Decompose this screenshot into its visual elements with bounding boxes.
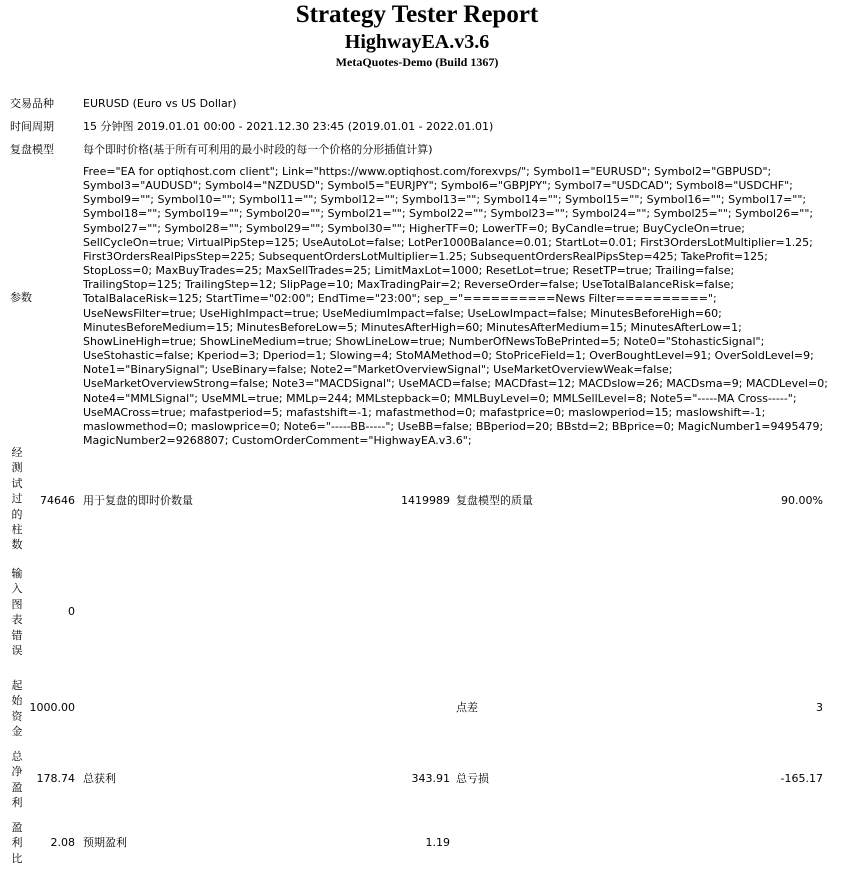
deposit-label: 起始资金	[11, 679, 23, 739]
spread-label: 点差	[456, 701, 478, 714]
gross-loss-label: 总亏损	[456, 772, 489, 785]
spread-value: 3	[816, 701, 823, 714]
net-profit-value: 178.74	[36, 772, 75, 785]
profit-factor-label: 盈利比	[11, 821, 23, 865]
deposit-value: 1000.00	[29, 701, 75, 714]
ticks-value: 1419989	[401, 494, 450, 507]
bars-value: 74646	[40, 494, 75, 507]
bars-label: 经测试过的柱数	[11, 446, 23, 552]
ea-name: HighwayEA.v3.6	[344, 31, 490, 53]
expected-payoff-value: 1.19	[425, 836, 450, 849]
errors-value: 0	[68, 605, 75, 618]
params-value: Free="EA for optiqhost.com client"; Link="https://www.optiqhost.com/forexvps/"; Symbol1="EURUSD"; Symbol2="GBPUSD"; Symbol3="AUDUSD"; Symbol4="NZDUSD"; Symbol5="EURJPY"; Symbol6="GBPJPY"; Symbol7="USDCAD"; Symbol8="USDCHF"; Symbol9=""; Symbol10=""; Symbol11=""; Symbol12=""; Symbol13=""; Symbol14=""; Symbol15=""; Symbol16=""; Symbol17=""; Symbol18=""; Symbol19=""; Symbol20=""; Symbol21=""; Symbol22=""; Symbol23=""; Symbol24=""; Symbol25=""; Symbol26=""; Symbol27=""; Symbol28=""; Symbol29=""; Symbol30=""; HigherTF=0; LowerTF=0; ByCandle=true; BuyCycleOn=true; SellCycleOn=true; VirtualPipStep=125; UseAutoLot=false; LotPer1000Balance=0.01; StartLot=0.01; First3OrdersLotMultiplier=1.25; First3OrdersRealPipsStep=225; SubsequentOrdersLotMultiplier=1.25; SubsequentOrdersRealPipsStep=425; TakeProfit=125; StopLoss=0; MaxBuyTrades=25; MaxSellTrades=25; LimitMaxLot=1000; ResetLot=true; ResetTP=true; Trailing=false; TrailingStop=125; TrailingStep=12; SlipPage=10; MaxTradingPair=2; ReverseOrder=false; UseTotalBalanceRisk=false; TotalBalaceRisk=125; StartTime="02:00"; EndTime="23:00"; sep_="==========News Filter=========="; UseNewsFilter=true; UseHighImpact=true; UseMediumImpact=false; UseLowImpact=false; MinutesBeforeHigh=60; MinutesBeforeMedium=15; MinutesBeforeLow=5; MinutesAfterHigh=60; MinutesAfterMedium=15; MinutesAfterLow=1; ShowLineHigh=true; ShowLineMedium=true; ShowLineLow=true; NumberOfNewsToBePrinted=5; Note0="StohasticSignal"; UseStohastic=false; Kperiod=3; Dperiod=1; Slowing=4; StoMAMethod=0; StoPriceField=1; OverBoughtLevel=91; OverSoldLevel=9; Note1="BinarySignal"; UseBinary=false; Note2="MarketOverviewSignal"; UseMarketOverviewWeak=false; UseMarketOverviewStrong=false; Note3="MACDSignal"; UseMACD=false; MACDfast=12; MACDslow=26; MACDsma=9; MACDLevel=0; Note4="MMLSignal"; UseMML=true; MMLp=244; MMLstepback=0; MMLBuyLevel=0; MMLSellLevel=8; Note5="-----MA Cross-----"; UseMACross=true; mafastperiod=5; mafastshift=-1; mafastmethod=0; mafastprice=0; maslowperiod=15; maslowshift=-1; maslowmethod=0; maslowprice=0; Note6="-----BB-----"; UseBB=false; BBperiod=20; BBstd=2; BBprice=0; MagicNumber1=9495479; MagicNumber2=9268807; CustomOrderComment="HighwayEA.v3.6";	[83, 165, 828, 447]
period-value: 15 分钟图 2019.01.01 00:00 - 2021.12.30 23:45 (2019.01.01 - 2022.01.01)	[83, 120, 494, 133]
gross-profit-value: 343.91	[411, 772, 450, 785]
expected-payoff-label: 预期盈利	[83, 836, 127, 849]
params-label: 参数	[10, 291, 32, 304]
quality-value: 90.00%	[781, 494, 823, 507]
symbol-label: 交易品种	[10, 97, 54, 110]
gross-loss-value: -165.17	[780, 772, 823, 785]
quality-label: 复盘模型的质量	[456, 494, 533, 507]
net-profit-label: 总净盈利	[11, 750, 23, 810]
profit-factor-value: 2.08	[50, 836, 75, 849]
report-title: Strategy Tester Report	[295, 1, 539, 28]
server-build: MetaQuotes-Demo (Build 1367)	[335, 55, 499, 69]
model-label: 复盘模型	[10, 143, 54, 156]
symbol-value: EURUSD (Euro vs US Dollar)	[83, 97, 237, 110]
model-value: 每个即时价格(基于所有可利用的最小时段的每一个价格的分形插值计算)	[83, 143, 433, 156]
ticks-label: 用于复盘的即时价数量	[83, 494, 193, 507]
gross-profit-label: 总获利	[83, 772, 116, 785]
errors-label: 输入图表错误	[11, 567, 23, 658]
period-label: 时间周期	[10, 120, 54, 133]
